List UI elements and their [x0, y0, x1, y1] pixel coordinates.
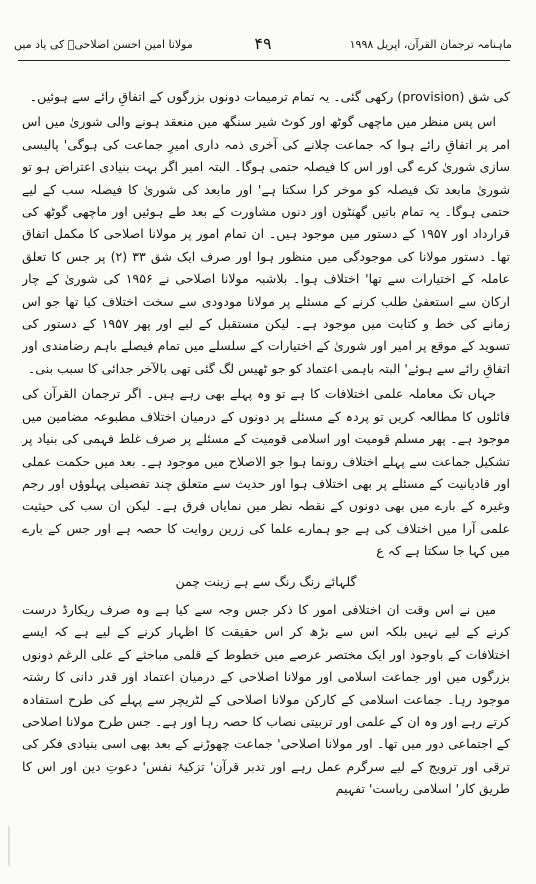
paragraph-1-end: رکھی گئی۔ یہ تمام ترمیمات دونوں بزرگوں کے اتفاقِ رائے سے ہوئیں۔	[29, 89, 398, 104]
verse-line: گلہائے رنگ رنگ سے ہے زینت چمن	[175, 573, 357, 589]
paragraph-2: اس پس منظر میں ماچھی گوٹھ اور کوٹ شیر سنگھ میں منعقد ہونے والی شوریٰ میں اس امر پر اتفاقِ رائے ہوا کہ جماعت چلانے کی آخری ذمہ داری امیرِ جماعت کی ہوگی' پالیسی سازی شوریٰ کرے گی اور اس کا فیصلہ حتمی ہوگا۔ البتہ امیر اگر بہت بنیادی اعتراض ہو تو شوریٰ مابعد تک فیصلہ کو موخر کرا سکتا ہے' اور مابعد کی شوریٰ کا فیصلہ سب کے لیے حتمی ہوگا۔ یہ تمام باتیں گھنٹوں اور دنوں مشاورت کے بعد طے ہوئیں اور ماچھی گوٹھ کی قرارداد اور ۱۹۵۷ کے دستور میں موجود ہیں۔ ان تمام امور پر مولانا اصلاحی کا مکمل اتفاق تھا۔ دستور مولانا کی موجودگی میں منظور ہوا اور صرف ایک شق ۳۳ (۲) پر جس کا تعلق عاملہ کے اختیارات سے تھا' اختلاف ہوا۔ بلاشبہ مولانا اصلاحی نے ۱۹۵۶ کی شوریٰ کے چار ارکان سے استعفیٰ طلب کرنے کے مسئلے پر مولانا مودودی سے سخت اختلاف کیا تھا جو اس زمانے کی خط و کتابت میں موجود ہے۔ لیکن مستقبل کے لیے اور پھر ۱۹۵۷ کے دستور کی تسوید کے موقع پر امیر اور شوریٰ کے اختیارات کے سلسلے میں تمام فیصلے باہم رضامندی اور اتفاقِ رائے سے ہوئے' البتہ باہمی اعتماد کو جو ٹھیس لگ گئی تھی بالآخر جدائی کا سبب بنی۔	[22, 114, 510, 376]
provision-term: (provision)	[397, 89, 465, 104]
journal-title: ماہنامہ ترجمان القرآن، اپریل ۱۹۹۸	[349, 38, 512, 51]
running-header	[14, 34, 512, 56]
paragraph-4: میں نے اس وقت ان اختلافی امور کا ذکر جس وجہ سے کیا ہے وہ صرف ریکارڈ درست کرنے کے لیے نہیں بلکہ اس سے بڑھ کر اس حقیقت کا اظہار کرنے کے لیے ہے کہ ایسے اختلافات کے باوجود اور ایک مختصر عرصے میں خطوط کے قلمی مباحثے کے علی الرغم دونوں بزرگوں میں اور جماعت اسلامی اور مولانا اصلاحی کے درمیان اعتماد اور قدر دانی کا رشتہ موجود رہا۔ جماعت اسلامی کے کارکن مولانا اصلاحی کے لٹریچر سے پہلے کی طرح استفادہ کرتے رہے اور وہ ان کے علمی اور تربیتی نصاب کا حصہ رہا اور ہے۔ جس طرح مولانا اصلاحی کے اجتماعی دور میں تھا۔ اور مولانا اصلاحی' جماعت چھوڑنے کے بعد بھی اسی بنیادی فکر کی ترقی اور ترویج کے لیے سرگرم عمل رہے اور تدبر قرآن' تزکیۂ نفس' دعوتِ دین اور اس کا طریق کار' اسلامی ریاست' تفہیم	[22, 601, 510, 797]
paragraph-1-start: کی شق	[464, 89, 510, 104]
paragraph-3: جہاں تک معاملہ علمی اختلافات کا ہے تو وہ پہلے بھی رہے ہیں۔ اگر ترجمان القرآن کی فائلوں کا مطالعہ کریں تو پردہ کے مسئلے پر دونوں کے درمیان اختلاف مطبوعہ مضامین میں موجود ہے۔ پھر مسلم قومیت اور اسلامی قومیت کے مسئلے پر صرف غلط فہمی کی بنیاد پر تشکیل جماعت سے پہلے اختلاف رونما ہوا جو الاصلاح میں موجود ہے۔ بعد میں حکمت عملی اور قادیانیت کے مسئلے پر بھی اختلاف ہوا اور حدیث سے متعلق چند تفصیلی پہلوؤں اور رجم وغیرہ کے بارے میں بھی دونوں کے نقطہ نظر میں نمایاں فرق ہے۔ لیکن ان سب کی حیثیت علمی آرا میں اختلاف کی ہے جو ہمارے علما کی زرین روایت کا حصہ ہے اور جس کے بارے میں کہا جا سکتا ہے کہ ع	[22, 386, 510, 559]
header-rule	[18, 60, 510, 61]
section-title: مولانا امین احسن اصلاحیؒ کی یاد میں	[14, 38, 193, 51]
page-number: ۴۹	[254, 34, 272, 53]
margin-mark	[8, 826, 30, 866]
article-body	[22, 86, 510, 870]
paragraph-1	[22, 86, 510, 108]
